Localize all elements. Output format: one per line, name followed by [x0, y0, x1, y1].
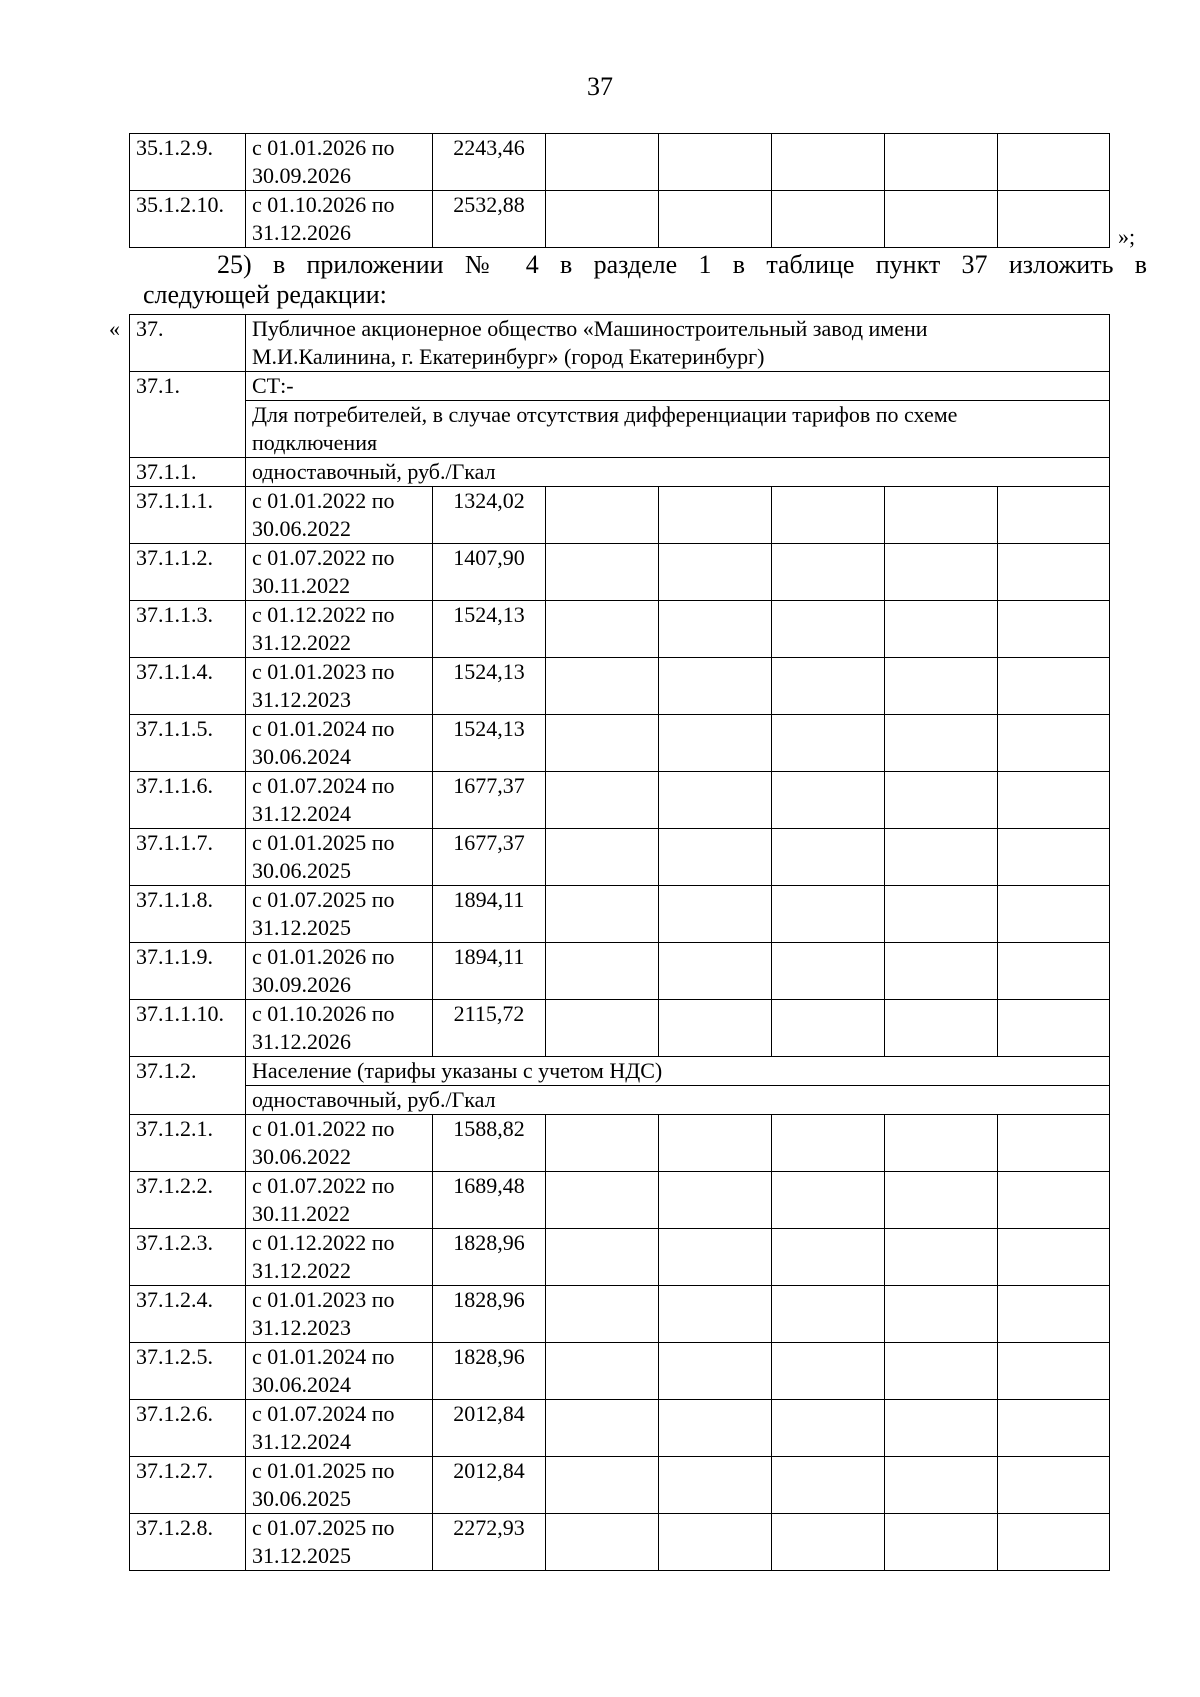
empty-cell	[885, 886, 998, 943]
empty-cell	[885, 943, 998, 1000]
empty-cell	[546, 829, 659, 886]
empty-cell	[659, 191, 772, 248]
period-end: 31.12.2022	[252, 630, 351, 655]
period-end: 31.12.2022	[252, 1258, 351, 1283]
empty-cell	[772, 1115, 885, 1172]
period-start: с 01.01.2022 по	[252, 1116, 395, 1141]
empty-cell	[885, 829, 998, 886]
period-cell	[246, 1229, 433, 1286]
empty-cell	[772, 1400, 885, 1457]
empty-cell	[998, 1286, 1110, 1343]
period-start: с 01.01.2025 по	[252, 1458, 395, 1483]
tariff-value-cell: 1588,82	[433, 1115, 546, 1172]
empty-cell	[885, 1286, 998, 1343]
table-row	[130, 772, 1110, 829]
table-row	[130, 134, 1110, 191]
period-cell	[246, 1400, 433, 1457]
table-row	[130, 1400, 1110, 1457]
empty-cell	[546, 658, 659, 715]
empty-cell	[659, 1343, 772, 1400]
tariff-table-continuation	[129, 133, 1110, 248]
top-table-body	[130, 134, 1110, 248]
period-cell	[246, 134, 433, 191]
table-row	[130, 1000, 1110, 1057]
period-start: с 01.07.2022 по	[252, 1173, 395, 1198]
row-id-cell: 37.1.1.2.	[130, 544, 246, 601]
row-id-cell: 37.1.1.1.	[130, 487, 246, 544]
empty-cell	[998, 544, 1110, 601]
period-end: 31.12.2026	[252, 1029, 351, 1054]
section-id-cell: 37.1.	[130, 372, 246, 458]
subsection-label-cell: Население (тарифы указаны с учетом НДС)	[246, 1057, 1110, 1086]
empty-cell	[659, 1457, 772, 1514]
empty-cell	[885, 1343, 998, 1400]
period-start: с 01.12.2022 по	[252, 602, 395, 627]
table-row	[130, 191, 1110, 248]
period-cell	[246, 886, 433, 943]
tariff-value-cell: 1677,37	[433, 829, 546, 886]
empty-cell	[546, 1343, 659, 1400]
organization-name-line-1: Публичное акционерное общество «Машиностроительный завод имени	[252, 316, 928, 341]
empty-cell	[772, 943, 885, 1000]
tariff-value-cell: 1828,96	[433, 1343, 546, 1400]
table-row	[130, 544, 1110, 601]
period-end: 30.06.2022	[252, 516, 351, 541]
period-start: с 01.01.2025 по	[252, 830, 395, 855]
period-cell	[246, 487, 433, 544]
period-cell	[246, 1343, 433, 1400]
empty-cell	[659, 1172, 772, 1229]
tariff-value-cell: 2012,84	[433, 1400, 546, 1457]
item-id-cell: 37.	[130, 315, 246, 372]
section-label-cell: СТ:-	[246, 372, 1110, 401]
empty-cell	[998, 715, 1110, 772]
tariff-value-cell: 1324,02	[433, 487, 546, 544]
empty-cell	[885, 715, 998, 772]
period-cell	[246, 715, 433, 772]
table-row	[130, 1514, 1110, 1571]
period-end: 30.06.2022	[252, 1144, 351, 1169]
period-end: 30.06.2025	[252, 858, 351, 883]
subsection-2-group	[130, 1057, 1110, 1115]
table-row-section-label	[130, 372, 1110, 401]
period-end: 30.09.2026	[252, 972, 351, 997]
table-row	[130, 1457, 1110, 1514]
closing-quote: »;	[1118, 224, 1136, 249]
section-note-line-2: подключения	[252, 430, 378, 455]
row-id-cell: 37.1.2.3.	[130, 1229, 246, 1286]
empty-cell	[659, 601, 772, 658]
table-row	[130, 715, 1110, 772]
period-start: с 01.07.2025 по	[252, 1515, 395, 1540]
empty-cell	[885, 1229, 998, 1286]
row-id-cell: 37.1.1.9.	[130, 943, 246, 1000]
tariff-value-cell: 1894,11	[433, 886, 546, 943]
empty-cell	[546, 1172, 659, 1229]
empty-cell	[772, 829, 885, 886]
empty-cell	[659, 544, 772, 601]
empty-cell	[772, 1514, 885, 1571]
empty-cell	[659, 1514, 772, 1571]
period-start: с 01.07.2025 по	[252, 887, 395, 912]
empty-cell	[885, 134, 998, 191]
paragraph-line-2: следующей редакции:	[143, 280, 387, 309]
period-start: с 01.01.2024 по	[252, 716, 395, 741]
table-row-rate-label	[130, 1086, 1110, 1115]
period-start: с 01.10.2026 по	[252, 192, 395, 217]
empty-cell	[659, 1000, 772, 1057]
period-start: с 01.01.2023 по	[252, 1287, 395, 1312]
period-end: 31.12.2024	[252, 1429, 351, 1454]
empty-cell	[998, 1514, 1110, 1571]
tariff-value-cell: 1524,13	[433, 715, 546, 772]
period-end: 30.06.2024	[252, 1372, 351, 1397]
period-end: 31.12.2025	[252, 915, 351, 940]
empty-cell	[885, 658, 998, 715]
main-table-body	[130, 315, 1110, 487]
section-note-cell	[246, 401, 1110, 458]
subsection-id-cell: 37.1.2.	[130, 1057, 246, 1115]
empty-cell	[998, 601, 1110, 658]
empty-cell	[885, 1514, 998, 1571]
empty-cell	[659, 715, 772, 772]
organization-name-cell	[246, 315, 1110, 372]
period-cell	[246, 943, 433, 1000]
empty-cell	[772, 1000, 885, 1057]
empty-cell	[546, 1000, 659, 1057]
tariff-value-cell: 1524,13	[433, 601, 546, 658]
table-row	[130, 886, 1110, 943]
empty-cell	[772, 886, 885, 943]
empty-cell	[998, 134, 1110, 191]
rows-group-1	[130, 487, 1110, 1057]
empty-cell	[885, 1400, 998, 1457]
table-row	[130, 487, 1110, 544]
period-end: 31.12.2025	[252, 1543, 351, 1568]
rate-label-cell: одноставочный, руб./Гкал	[246, 1086, 1110, 1115]
period-end: 31.12.2023	[252, 1315, 351, 1340]
empty-cell	[998, 487, 1110, 544]
empty-cell	[998, 658, 1110, 715]
empty-cell	[546, 943, 659, 1000]
table-row	[130, 658, 1110, 715]
tariff-value-cell: 1828,96	[433, 1229, 546, 1286]
table-row	[130, 943, 1110, 1000]
row-id-cell: 37.1.1.5.	[130, 715, 246, 772]
period-cell	[246, 1115, 433, 1172]
empty-cell	[546, 1457, 659, 1514]
tariff-value-cell: 1677,37	[433, 772, 546, 829]
empty-cell	[772, 487, 885, 544]
empty-cell	[772, 772, 885, 829]
row-id-cell: 35.1.2.9.	[130, 134, 246, 191]
empty-cell	[998, 1457, 1110, 1514]
tariff-value-cell: 1689,48	[433, 1172, 546, 1229]
table-row	[130, 1172, 1110, 1229]
empty-cell	[546, 772, 659, 829]
empty-cell	[998, 829, 1110, 886]
period-cell	[246, 829, 433, 886]
period-end: 31.12.2026	[252, 220, 351, 245]
row-id-cell: 35.1.2.10.	[130, 191, 246, 248]
page-number: 37	[587, 72, 613, 101]
empty-cell	[546, 886, 659, 943]
empty-cell	[885, 601, 998, 658]
tariff-value-cell: 2272,93	[433, 1514, 546, 1571]
period-cell	[246, 191, 433, 248]
empty-cell	[772, 191, 885, 248]
table-row-header	[130, 315, 1110, 372]
period-cell	[246, 1172, 433, 1229]
empty-cell	[659, 658, 772, 715]
empty-cell	[546, 544, 659, 601]
empty-cell	[659, 772, 772, 829]
row-id-cell: 37.1.2.4.	[130, 1286, 246, 1343]
paragraph-line-1: 25) в приложении № 4 в разделе 1 в таблице пункт 37 изложить в	[217, 250, 1147, 279]
empty-cell	[998, 1343, 1110, 1400]
tariff-value-cell: 1407,90	[433, 544, 546, 601]
row-id-cell: 37.1.1.8.	[130, 886, 246, 943]
table-row-subsection-2	[130, 1057, 1110, 1086]
period-cell	[246, 1000, 433, 1057]
empty-cell	[772, 1457, 885, 1514]
amendment-paragraph	[143, 250, 1147, 310]
tariff-value-cell: 2532,88	[433, 191, 546, 248]
empty-cell	[772, 134, 885, 191]
empty-cell	[659, 487, 772, 544]
period-start: с 01.12.2022 по	[252, 1230, 395, 1255]
tariff-value-cell: 1828,96	[433, 1286, 546, 1343]
empty-cell	[659, 1229, 772, 1286]
tariff-value-cell: 2012,84	[433, 1457, 546, 1514]
empty-cell	[998, 1115, 1110, 1172]
row-id-cell: 37.1.2.1.	[130, 1115, 246, 1172]
period-end: 31.12.2024	[252, 801, 351, 826]
empty-cell	[659, 943, 772, 1000]
period-start: с 01.07.2024 по	[252, 1401, 395, 1426]
period-end: 30.06.2025	[252, 1486, 351, 1511]
empty-cell	[546, 1514, 659, 1571]
empty-cell	[546, 1286, 659, 1343]
empty-cell	[998, 943, 1110, 1000]
empty-cell	[772, 1229, 885, 1286]
period-cell	[246, 1286, 433, 1343]
period-start: с 01.07.2024 по	[252, 773, 395, 798]
period-start: с 01.01.2026 по	[252, 135, 395, 160]
period-end: 30.11.2022	[252, 573, 351, 598]
period-start: с 01.01.2024 по	[252, 1344, 395, 1369]
empty-cell	[546, 191, 659, 248]
tariff-value-cell: 2243,46	[433, 134, 546, 191]
table-row-subsection-1	[130, 458, 1110, 487]
empty-cell	[772, 715, 885, 772]
row-id-cell: 37.1.1.3.	[130, 601, 246, 658]
row-id-cell: 37.1.2.7.	[130, 1457, 246, 1514]
table-row	[130, 1115, 1110, 1172]
empty-cell	[772, 1286, 885, 1343]
empty-cell	[772, 1343, 885, 1400]
table-row	[130, 601, 1110, 658]
empty-cell	[772, 601, 885, 658]
empty-cell	[885, 1000, 998, 1057]
empty-cell	[998, 1400, 1110, 1457]
opening-quote: «	[109, 316, 120, 341]
period-cell	[246, 1514, 433, 1571]
tariff-table-item-37	[129, 314, 1110, 1571]
empty-cell	[659, 1400, 772, 1457]
row-id-cell: 37.1.2.5.	[130, 1343, 246, 1400]
empty-cell	[546, 1229, 659, 1286]
empty-cell	[885, 772, 998, 829]
empty-cell	[546, 1115, 659, 1172]
empty-cell	[885, 1457, 998, 1514]
empty-cell	[998, 772, 1110, 829]
empty-cell	[998, 886, 1110, 943]
period-end: 30.09.2026	[252, 163, 351, 188]
period-start: с 01.01.2022 по	[252, 488, 395, 513]
rows-group-2	[130, 1115, 1110, 1571]
table-row	[130, 829, 1110, 886]
empty-cell	[546, 715, 659, 772]
table-row	[130, 1229, 1110, 1286]
subsection-label-cell: одноставочный, руб./Гкал	[246, 458, 1110, 487]
empty-cell	[885, 544, 998, 601]
empty-cell	[885, 1172, 998, 1229]
period-cell	[246, 544, 433, 601]
empty-cell	[772, 658, 885, 715]
empty-cell	[659, 886, 772, 943]
row-id-cell: 37.1.1.10.	[130, 1000, 246, 1057]
period-end: 30.11.2022	[252, 1201, 351, 1226]
row-id-cell: 37.1.2.8.	[130, 1514, 246, 1571]
row-id-cell: 37.1.2.6.	[130, 1400, 246, 1457]
empty-cell	[885, 487, 998, 544]
empty-cell	[546, 134, 659, 191]
row-id-cell: 37.1.1.4.	[130, 658, 246, 715]
row-id-cell: 37.1.1.6.	[130, 772, 246, 829]
period-start: с 01.07.2022 по	[252, 545, 395, 570]
empty-cell	[772, 1172, 885, 1229]
period-end: 30.06.2024	[252, 744, 351, 769]
empty-cell	[546, 1400, 659, 1457]
tariff-value-cell: 1894,11	[433, 943, 546, 1000]
organization-name-line-2: М.И.Калинина, г. Екатеринбург» (город Екатеринбург)	[252, 344, 765, 369]
empty-cell	[659, 829, 772, 886]
row-id-cell: 37.1.1.7.	[130, 829, 246, 886]
period-start: с 01.01.2026 по	[252, 944, 395, 969]
table-row	[130, 1343, 1110, 1400]
empty-cell	[659, 1286, 772, 1343]
empty-cell	[998, 1229, 1110, 1286]
tariff-value-cell: 2115,72	[433, 1000, 546, 1057]
period-cell	[246, 1457, 433, 1514]
tariff-value-cell: 1524,13	[433, 658, 546, 715]
empty-cell	[546, 601, 659, 658]
subsection-id-cell: 37.1.1.	[130, 458, 246, 487]
period-cell	[246, 601, 433, 658]
empty-cell	[772, 544, 885, 601]
empty-cell	[998, 1000, 1110, 1057]
empty-cell	[885, 191, 998, 248]
period-end: 31.12.2023	[252, 687, 351, 712]
period-start: с 01.01.2023 по	[252, 659, 395, 684]
period-start: с 01.10.2026 по	[252, 1001, 395, 1026]
row-id-cell: 37.1.2.2.	[130, 1172, 246, 1229]
empty-cell	[998, 191, 1110, 248]
table-row	[130, 1286, 1110, 1343]
empty-cell	[546, 487, 659, 544]
period-cell	[246, 658, 433, 715]
section-note-line-1: Для потребителей, в случае отсутствия дифференциации тарифов по схеме	[252, 402, 958, 427]
period-cell	[246, 772, 433, 829]
empty-cell	[998, 1172, 1110, 1229]
table-row-section-note	[130, 401, 1110, 458]
empty-cell	[659, 1115, 772, 1172]
empty-cell	[659, 134, 772, 191]
empty-cell	[885, 1115, 998, 1172]
